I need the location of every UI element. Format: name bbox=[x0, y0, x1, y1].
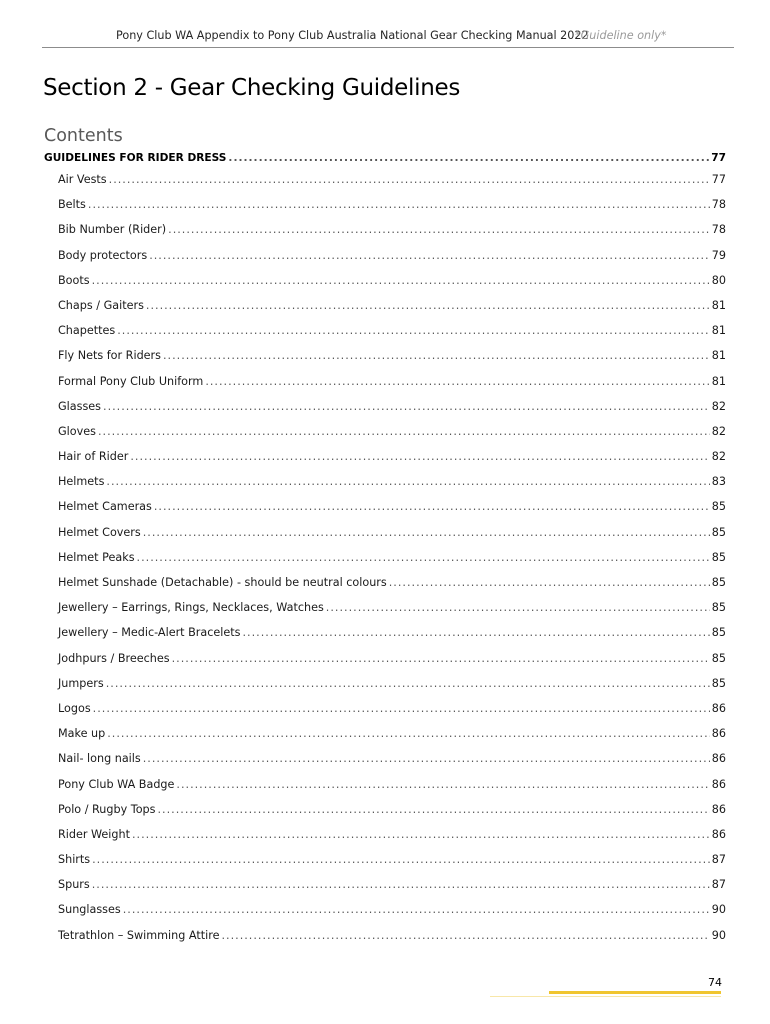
toc-entry[interactable] bbox=[44, 223, 726, 248]
toc-dot-leader bbox=[137, 551, 710, 564]
toc-entry-label: Make up bbox=[58, 727, 106, 741]
header-title: Pony Club WA Appendix to Pony Club Australia National Gear Checking Manual 2022 bbox=[116, 29, 589, 42]
toc-dot-leader bbox=[205, 375, 709, 388]
toc-entry[interactable] bbox=[44, 778, 726, 803]
toc-dot-leader bbox=[109, 173, 710, 186]
toc-dot-leader bbox=[92, 853, 710, 866]
toc-entry[interactable] bbox=[44, 652, 726, 677]
toc-entry-page: 86 bbox=[711, 701, 726, 715]
footer-accent-line-pale bbox=[490, 996, 721, 997]
toc-entry-page: 86 bbox=[711, 727, 726, 741]
toc-entry-label: Glasses bbox=[58, 399, 102, 413]
toc-entry-page: 82 bbox=[711, 450, 726, 464]
toc-entry-label: Logos bbox=[58, 701, 91, 715]
toc-dot-leader bbox=[389, 576, 710, 589]
toc-entry[interactable] bbox=[44, 349, 726, 374]
toc-entry-page: 81 bbox=[711, 298, 726, 312]
toc-entry-label: Spurs bbox=[58, 878, 90, 892]
toc-dot-leader bbox=[221, 929, 709, 942]
toc-entry[interactable] bbox=[44, 249, 726, 274]
toc-entry-page: 90 bbox=[711, 903, 726, 917]
toc-dot-leader bbox=[143, 526, 710, 539]
toc-entry-page: 86 bbox=[711, 827, 726, 841]
toc-entry[interactable] bbox=[44, 475, 726, 500]
toc-entry-page: 85 bbox=[711, 550, 726, 564]
toc-entry-page: 77 bbox=[711, 152, 726, 164]
toc-entry-page: 85 bbox=[711, 525, 726, 539]
toc-dot-leader bbox=[106, 677, 710, 690]
toc-entry[interactable] bbox=[44, 425, 726, 450]
toc-entry-page: 85 bbox=[711, 651, 726, 665]
toc-entry-page: 81 bbox=[711, 349, 726, 363]
toc-entry[interactable] bbox=[44, 576, 726, 601]
toc-entry-page: 85 bbox=[711, 676, 726, 690]
toc-entry-label: Shirts bbox=[58, 853, 91, 867]
toc-entry-label: Hair of Rider bbox=[58, 450, 129, 464]
toc-entry-page: 81 bbox=[711, 324, 726, 338]
toc-entry[interactable] bbox=[44, 929, 726, 954]
toc-entry[interactable] bbox=[44, 828, 726, 853]
toc-dot-leader bbox=[123, 903, 710, 916]
toc-entry[interactable] bbox=[44, 626, 726, 651]
toc-entry[interactable] bbox=[44, 677, 726, 702]
toc-entry-page: 86 bbox=[711, 777, 726, 791]
toc-dot-leader bbox=[98, 425, 710, 438]
toc-heading-entry[interactable] bbox=[44, 152, 726, 173]
toc-entry[interactable] bbox=[44, 526, 726, 551]
toc-entry-page: 78 bbox=[711, 223, 726, 237]
toc-entry-label: Boots bbox=[58, 273, 90, 287]
toc-entry[interactable] bbox=[44, 601, 726, 626]
toc-entry-label: Belts bbox=[58, 198, 86, 212]
toc-entry-label: Polo / Rugby Tops bbox=[58, 802, 156, 816]
toc-entry-page: 81 bbox=[711, 374, 726, 388]
toc-entry-page: 85 bbox=[711, 626, 726, 640]
toc-entry[interactable] bbox=[44, 324, 726, 349]
toc-entry[interactable] bbox=[44, 198, 726, 223]
toc-entry-label: Helmets bbox=[58, 475, 105, 489]
toc-dot-leader bbox=[88, 198, 710, 211]
toc-entry-label: Nail- long nails bbox=[58, 752, 141, 766]
toc-entry[interactable] bbox=[44, 500, 726, 525]
toc-entry[interactable] bbox=[44, 853, 726, 878]
toc-dot-leader bbox=[117, 324, 710, 337]
toc-dot-leader bbox=[157, 803, 709, 816]
toc-entry-label: Helmet Cameras bbox=[58, 500, 152, 514]
toc-entry-page: 77 bbox=[711, 173, 726, 186]
toc-entry-label: Helmet Covers bbox=[58, 525, 141, 539]
toc-entry-page: 90 bbox=[711, 928, 726, 942]
toc-entry[interactable] bbox=[44, 400, 726, 425]
toc-entry-label: Formal Pony Club Uniform bbox=[58, 374, 204, 388]
toc-dot-leader bbox=[93, 702, 710, 715]
toc-dot-leader bbox=[92, 274, 710, 287]
toc-dot-leader bbox=[243, 626, 710, 639]
toc-dot-leader bbox=[107, 727, 710, 740]
toc-dot-leader bbox=[326, 601, 710, 614]
toc-dot-leader bbox=[154, 500, 710, 513]
toc-dot-leader bbox=[130, 450, 709, 463]
toc-entry-label: Sunglasses bbox=[58, 903, 121, 917]
toc-entry-page: 85 bbox=[711, 576, 726, 589]
toc-entry-label: Jumpers bbox=[58, 676, 104, 690]
toc-entry[interactable] bbox=[44, 450, 726, 475]
toc-entry[interactable] bbox=[44, 375, 726, 400]
toc-entry[interactable] bbox=[44, 727, 726, 752]
toc-entry-label: Gloves bbox=[58, 424, 96, 438]
toc-entry-page: 85 bbox=[711, 500, 726, 514]
toc-dot-leader bbox=[149, 249, 710, 262]
toc-entry-label: GUIDELINES FOR RIDER DRESS bbox=[44, 152, 227, 164]
toc-dot-leader bbox=[168, 223, 710, 236]
toc-entry-label: Jewellery – Medic-Alert Bracelets bbox=[58, 626, 241, 640]
toc-entry-page: 79 bbox=[711, 248, 726, 262]
toc-entry-label: Helmet Sunshade (Detachable) - should be neutral colours bbox=[58, 576, 387, 589]
toc-dot-leader bbox=[228, 152, 709, 164]
toc-entry-page: 78 bbox=[711, 198, 726, 212]
toc-entry-label: Helmet Peaks bbox=[58, 550, 135, 564]
page-header bbox=[42, 29, 734, 48]
toc-entry-label: Jodhpurs / Breeches bbox=[58, 651, 170, 665]
toc-entry[interactable] bbox=[44, 274, 726, 299]
toc-dot-leader bbox=[146, 299, 710, 312]
toc-entry-label: Fly Nets for Riders bbox=[58, 349, 161, 363]
toc-entry-label: Chaps / Gaiters bbox=[58, 298, 144, 312]
toc-entry-label: Air Vests bbox=[58, 173, 107, 186]
toc-entry[interactable] bbox=[44, 903, 726, 928]
toc-entry[interactable] bbox=[44, 752, 726, 777]
toc-entry-page: 82 bbox=[711, 424, 726, 438]
page-number: 74 bbox=[708, 976, 722, 989]
toc-entry[interactable] bbox=[44, 173, 726, 198]
section-title: Section 2 - Gear Checking Guidelines bbox=[43, 75, 461, 101]
table-of-contents bbox=[44, 152, 726, 954]
footer-accent-line bbox=[549, 991, 721, 994]
toc-dot-leader bbox=[103, 400, 710, 413]
toc-entry-label: Body protectors bbox=[58, 248, 148, 262]
toc-dot-leader bbox=[172, 652, 710, 665]
toc-entry-page: 85 bbox=[711, 601, 726, 615]
toc-dot-leader bbox=[132, 828, 710, 841]
toc-entry-label: Tetrathlon – Swimming Attire bbox=[58, 928, 220, 942]
toc-dot-leader bbox=[163, 349, 710, 362]
toc-entry[interactable] bbox=[44, 702, 726, 727]
toc-dot-leader bbox=[176, 778, 709, 791]
toc-entry-label: Pony Club WA Badge bbox=[58, 777, 175, 791]
toc-entry-page: 82 bbox=[711, 399, 726, 413]
toc-entry-page: 86 bbox=[711, 752, 726, 766]
toc-entry-page: 86 bbox=[711, 802, 726, 816]
toc-entry-label: Rider Weight bbox=[58, 827, 130, 841]
toc-entry[interactable] bbox=[44, 878, 726, 903]
toc-dot-leader bbox=[92, 878, 710, 891]
toc-entry-page: 80 bbox=[711, 273, 726, 287]
toc-entry[interactable] bbox=[44, 551, 726, 576]
toc-entry-label: Bib Number (Rider) bbox=[58, 223, 167, 237]
toc-entry-page: 87 bbox=[711, 853, 726, 867]
header-guideline-note: *Guideline only* bbox=[575, 29, 667, 42]
toc-entry[interactable] bbox=[44, 803, 726, 828]
toc-entry-page: 87 bbox=[711, 878, 726, 892]
toc-entry-label: Jewellery – Earrings, Rings, Necklaces, Watches bbox=[58, 601, 324, 615]
toc-entry[interactable] bbox=[44, 299, 726, 324]
toc-entry-label: Chapettes bbox=[58, 324, 116, 338]
contents-heading: Contents bbox=[44, 126, 123, 146]
toc-entry-page: 83 bbox=[711, 475, 726, 489]
toc-dot-leader bbox=[143, 752, 710, 765]
toc-dot-leader bbox=[106, 475, 709, 488]
